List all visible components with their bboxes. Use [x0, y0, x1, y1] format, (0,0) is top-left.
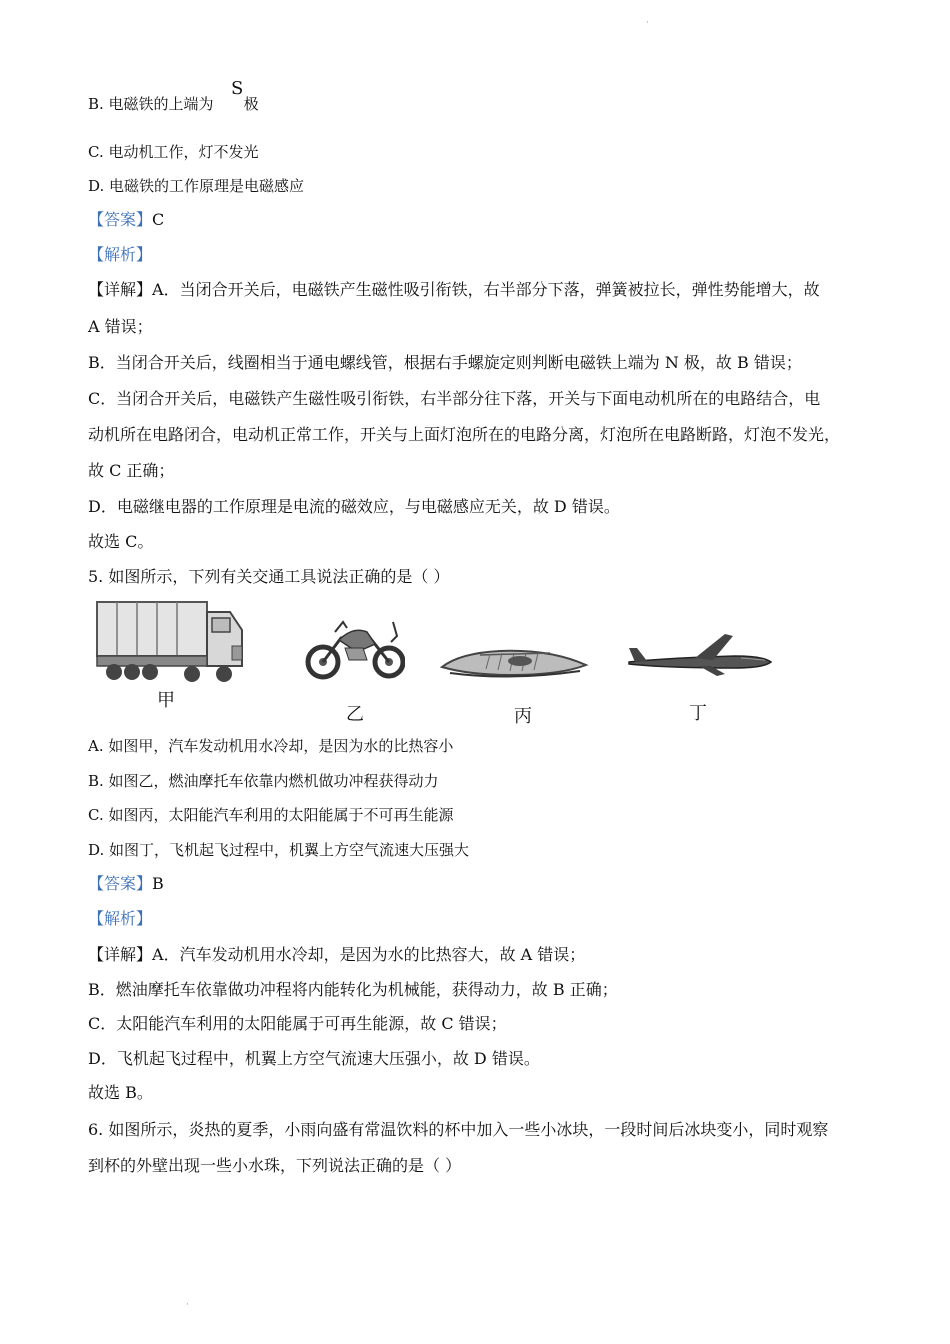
q4-analysis-tag: 【解析】: [88, 245, 153, 264]
figure-label-yi: 乙: [346, 704, 364, 725]
q4-option-c: C. 电动机工作，灯不发光: [88, 143, 259, 161]
q5-detail-b: B．燃油摩托车依靠做功冲程将内能转化为机械能，获得动力，故 B 正确；: [88, 980, 618, 999]
airplane-illustration: [625, 632, 775, 678]
figure-label-jia: 甲: [157, 690, 175, 711]
q6-stem-line2: 到杯的外壁出现一些小水珠，下列说法正确的是（ ）: [88, 1156, 462, 1175]
q4-detail-a-line2: A 错误；: [88, 317, 153, 336]
q4-detail-c-line2: 动机所在电路闭合，电动机正常工作，开关与上面灯泡所在的电路分离，灯泡所在电路断路，灯泡不发光，: [88, 425, 841, 444]
q4-detail-a-line1: 【详解】A．当闭合开关后，电磁铁产生磁性吸引衔铁，右半部分下落，弹簧被拉长，弹性势能增大，故: [88, 280, 820, 299]
q4-detail-c-line3: 故 C 正确；: [88, 461, 175, 480]
q5-option-c: C. 如图丙，太阳能汽车利用的太阳能属于不可再生能源: [88, 806, 454, 824]
q4-option-b-pole-letter: S: [231, 78, 244, 99]
q4-detail-d: D．电磁继电器的工作原理是电流的磁效应，与电磁感应无关，故 D 错误。: [88, 497, 620, 516]
figure-label-ding: 丁: [689, 703, 707, 724]
q4-answer: 【答案】C: [88, 210, 165, 229]
solar-car-illustration: [440, 645, 590, 683]
q5-detail-c: C．太阳能汽车利用的太阳能属于可再生能源，故 C 错误；: [88, 1014, 507, 1033]
q5-answer: 【答案】B: [88, 874, 164, 893]
q4-option-d: D. 电磁铁的工作原理是电磁感应: [88, 177, 305, 195]
q6-stem-line1: 6. 如图所示，炎热的夏季，小雨向盛有常温饮料的杯中加入一些小冰块，一段时间后冰块变小，同时观察: [88, 1120, 829, 1139]
q4-detail-c-line1: C．当闭合开关后，电磁铁产生磁性吸引衔铁，右半部分往下落，开关与下面电动机所在的电路结合，电: [88, 389, 821, 408]
q5-option-d: D. 如图丁，飞机起飞过程中，机翼上方空气流速大压强大: [88, 841, 470, 859]
scan-dot: ·: [646, 18, 649, 28]
q5-conclusion: 故选 B。: [88, 1083, 153, 1102]
q5-analysis-tag: 【解析】: [88, 909, 153, 928]
q4-option-b: B. 电磁铁的上端为 极: [88, 95, 259, 113]
figure-label-bing: 丙: [514, 706, 532, 727]
motorcycle-illustration: [305, 618, 405, 684]
q5-option-b: B. 如图乙，燃油摩托车依靠内燃机做功冲程获得动力: [88, 772, 439, 790]
q4-conclusion: 故选 C。: [88, 532, 154, 551]
q5-stem: 5. 如图所示，下列有关交通工具说法正确的是（ ）: [88, 567, 450, 586]
q5-option-a: A. 如图甲，汽车发动机用水冷却，是因为水的比热容小: [88, 737, 454, 755]
scan-dot: ·: [186, 1300, 189, 1310]
q5-detail-d: D．飞机起飞过程中，机翼上方空气流速大压强小，故 D 错误。: [88, 1049, 540, 1068]
truck-illustration: [92, 598, 252, 690]
q4-detail-b: B．当闭合开关后，线圈相当于通电螺线管，根据右手螺旋定则判断电磁铁上端为 N 极，故 B 错误；: [88, 353, 802, 372]
q5-detail-a: 【详解】A．汽车发动机用水冷却，是因为水的比热容大，故 A 错误；: [88, 945, 586, 964]
